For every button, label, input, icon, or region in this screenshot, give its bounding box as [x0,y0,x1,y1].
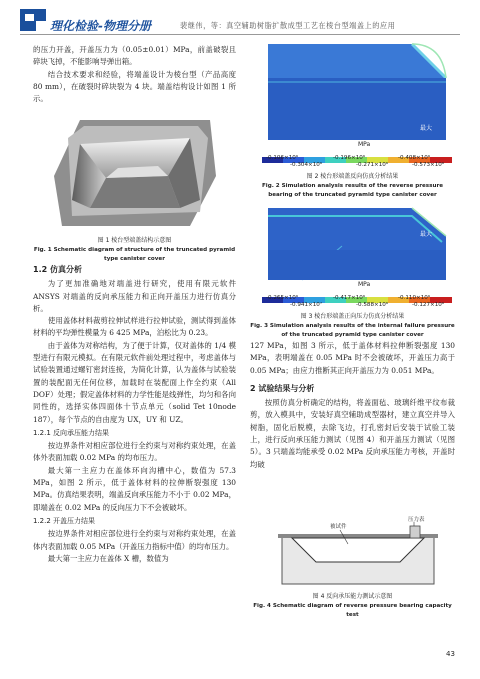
fig2-legend-value: -0.408×10⁶ [398,155,431,161]
figure-3-caption [250,312,455,340]
figure-2-image [262,42,452,142]
figure-caption-en: Fig. 2 Simulation analysis results of the reverse pressure bearing of the truncated pyramid type canister cover [261,183,443,198]
fig2-legend-value: -0.573×10⁶ [412,162,445,168]
paragraph: 的压力开盖，开盖压力为（0.05±0.01）MPa，前盖破裂且碎块飞掉，不能影响导弹出箱。 [33,45,236,67]
fig3-legend-value: -0.417×10⁶ [333,295,366,301]
fig2-legend-value: -0.106×10⁶ [266,155,299,161]
running-title: 裴继伟，等：真空辅助树脂扩散成型工艺在棱台型端盖上的应用 [180,21,396,30]
paragraph: 按照仿真分析确定的结构，将盖面毡、玻璃纤维平纹布裁剪，放入模具中，安装好真空辅助成型器材，建立真空并导入树脂，固化后脱模，去除飞边，打孔密封后安装于试验工装上，进行反向承压能力测试（见图 4）和开盖压力测试（见图 5）。3 只端盖均能承受 0.02 MPa 反向承压能力考核，开盖时均破 [250,398,455,469]
fig3-max-label: 最大 [420,231,433,238]
figure-caption-cn: 图 4 反向承压能力测试示意图 [312,593,393,600]
fig2-legend-value: -0.304×10⁶ [290,162,323,168]
paragraph: 最大第一主应力在盖体 X 槽，数值为 [47,553,169,563]
paragraph: 由于盖体为对称结构，为了便于计算，仅对盖体的 1/4 模型进行有限元模拟。在有限元软件前处理过程中，考虑盖体与试验装置通过螺钉密封连接，为简化计算，认为盖体与试验装置的装配面无任何位移，加载时在装配面上作全约束（All DOF）处理；假定盖体材料的力学性能是线弹性，均匀和各向同性的，选择实体四面体十节点单元（solid Tet 10node 187），每个节点的自由度为 UX，UY 和 UZ。 [33,340,236,424]
left-column-top [33,44,236,105]
fig3-legend-value: -0.588×10⁶ [356,302,389,308]
page-number: 43 [446,650,455,658]
figure-1-image [50,116,220,231]
left-column-body [33,262,236,565]
fig3-legend-value: -0.127×10⁶ [412,302,445,308]
section-heading: 1.2 仿真分析 [33,265,82,274]
fig3-unit-label: MPa [358,281,371,288]
journal-logo [20,6,170,34]
paragraph: 结合技术要求和经验，将端盖设计为棱台型（产品高度 80 mm），在破裂时碎块裂为 4 块。端盖结构设计如图 1 所示。 [33,69,236,104]
figure-caption-en: Fig. 3 Simulation analysis results of the internal failure pressure of the truncated pyramid type canister cover [250,323,455,338]
figure-caption-en: Fig. 1 Schematic diagram of structure of the truncated pyramid type canister cover [33,247,236,262]
fig2-max-label: 最大 [420,125,433,132]
subsection-heading: 1.2.1 反向承压能力结果 [33,428,110,437]
figure-1-caption [33,236,236,264]
fig4-label-specimen: 被试件 [330,524,347,530]
fig3-legend-value: -0.110×10⁶ [398,295,431,301]
fig2-legend-value: -0.271×10⁶ [356,162,389,168]
figure-caption-en: Fig. 4 Schematic diagram of reverse pressure bearing capacity test [253,603,452,618]
header-rule [20,34,460,35]
right-column-body [250,340,455,471]
figure-3-image [262,206,452,282]
paragraph: 使用盖体材料裁剪拉伸试样进行拉伸试验，测试得到盖体材料的平均弹性模量为 6 425 MPa，泊松比为 0.23。 [33,316,236,338]
figure-caption-cn: 图 3 棱台形端盖正向压力仿真分析结果 [300,313,405,320]
fig2-unit-label: MPa [358,141,371,148]
journal-logo-text: 理化检验-物理分册 [50,19,151,33]
fig2-colorbar [262,148,452,154]
fig3-colorbar [262,288,452,294]
figure-4-image [268,517,448,590]
subsection-heading: 1.2.2 开盖压力结果 [33,516,96,525]
fig4-label-gauge: 压力表 [408,517,425,523]
paragraph: 按边界条件对相应部位进行全约束与对称约束处理，在盖体外表面加载 0.02 MPa 的均布压力。 [33,441,236,463]
section-heading: 2 试验结果与分析 [250,383,315,393]
fig3-legend-value: -0.265×10⁶ [266,295,299,301]
fig3-legend-value: -0.941×10⁷ [290,302,323,308]
journal-logo-graphic [20,6,170,34]
paragraph: 127 MPa，如图 3 所示，低于盖体材料拉伸断裂强度 130 MPa，表明端盖在 0.05 MPa 时不会被破坏，开盖压力高于 0.05 MPa；由应力推断其正向开盖压力为 0.051 MPa。 [250,341,455,375]
figure-caption-cn: 图 1 棱台型端盖结构示意图 [97,237,172,244]
figure-caption-cn: 图 2 棱台形端盖反向仿真分析结果 [306,173,399,180]
paragraph: 为了更加准确地对端盖进行研究，使用有限元软件 ANSYS 对端盖的反向承压能力和正向开盖压力进行仿真分析。 [33,279,236,313]
figure-4-caption [250,592,455,620]
figure-2-caption [250,172,455,200]
paragraph: 最大第一主应力在盖体环向沟槽中心，数值为 57.3 MPa，如图 2 所示，低于盖体材料的拉伸断裂强度 130 MPa。仿真结果表明，端盖反向承压能力不小于 0.02 MPa，即端盖在 0.02 MPa 的反向压力下不会被破坏。 [33,465,236,512]
fig2-legend-value: -0.196×10⁶ [333,155,366,161]
paragraph: 按边界条件对相应部位进行全约束与对称约束处理，在盖体内表面加载 0.05 MPa（开盖压力指标中值）的均布压力。 [33,529,236,551]
